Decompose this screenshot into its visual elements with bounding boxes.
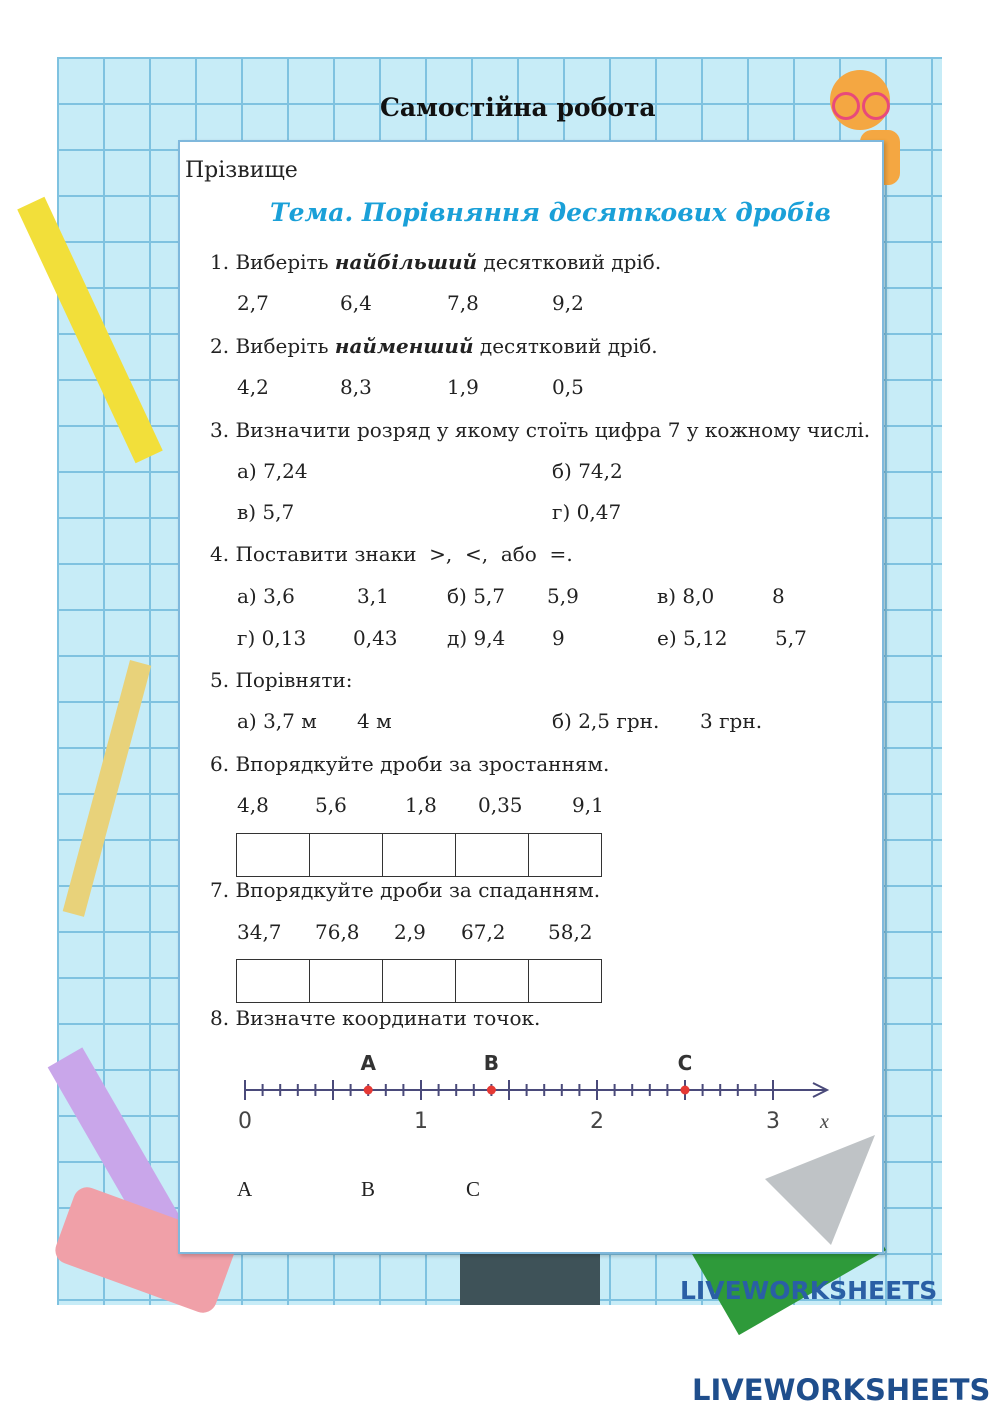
point-label: B <box>483 1051 500 1075</box>
answer-box[interactable] <box>309 959 383 1003</box>
point-a <box>364 1086 373 1095</box>
task-3-item: а) 7,24 <box>237 459 308 483</box>
answer-box[interactable] <box>528 959 602 1003</box>
task-3-item: в) 5,7 <box>237 500 295 524</box>
topic-heading: Тема. Порівняння десяткових дробів <box>270 198 831 227</box>
task-7-value: 76,8 <box>315 920 360 944</box>
tick-label: 3 <box>766 1109 780 1134</box>
task-5-right: 4 м <box>357 709 392 733</box>
task-6-value: 1,8 <box>405 793 437 817</box>
page-title: Самостійна робота <box>380 93 656 122</box>
task-2-value[interactable]: 4,2 <box>237 375 269 399</box>
task-3-item: г) 0,47 <box>552 500 622 524</box>
answer-box[interactable] <box>309 833 383 877</box>
task-6-answer-boxes <box>237 833 602 877</box>
point-b <box>487 1086 496 1095</box>
task-5-right: 3 грн. <box>700 709 763 733</box>
answer-label-c: C <box>466 1177 481 1201</box>
task-4-right: 3,1 <box>357 584 389 608</box>
task-4-prompt: 4. Поставити знаки >, <, або =. <box>210 542 573 566</box>
point-label: C <box>677 1051 693 1075</box>
task-4-left: б) 5,7 <box>447 584 506 608</box>
task-7-value: 2,9 <box>394 920 426 944</box>
watermark-logo: LIVEWORKSHEETS <box>680 1276 938 1305</box>
task-5-prompt: 5. Порівняти: <box>210 668 353 692</box>
task-4-right: 8 <box>772 584 785 608</box>
task-2-value[interactable]: 1,9 <box>447 375 479 399</box>
footer-logo: LIVEWORKSHEETS <box>692 1373 991 1407</box>
task-3-prompt: 3. Визначити розряд у якому стоїть цифра 7 у кожному числі. <box>210 418 871 442</box>
point-label: A <box>360 1051 376 1075</box>
task-4-right: 5,9 <box>547 584 579 608</box>
task-1-value[interactable]: 2,7 <box>237 291 269 315</box>
point-c <box>681 1086 690 1095</box>
dark-block-decoration <box>460 1250 600 1305</box>
task-6-value: 9,1 <box>572 793 604 817</box>
task-3-item: б) 74,2 <box>552 459 623 483</box>
answer-box[interactable] <box>528 833 602 877</box>
answer-label-a: A <box>237 1177 253 1201</box>
surname-label: Прізвище <box>185 158 298 183</box>
task-7-prompt: 7. Впорядкуйте дроби за спаданням. <box>210 878 601 902</box>
task-4-left: е) 5,12 <box>657 626 728 650</box>
task-1-value[interactable]: 7,8 <box>447 291 479 315</box>
task-8-prompt: 8. Визначте координати точок. <box>210 1006 541 1030</box>
tick-label: 0 <box>238 1109 252 1134</box>
task-6-value: 0,35 <box>478 793 523 817</box>
task-4-left: д) 9,4 <box>447 626 506 650</box>
answer-box[interactable] <box>455 959 529 1003</box>
task-7-value: 58,2 <box>548 920 593 944</box>
task-7-answer-boxes <box>237 959 602 1003</box>
task-4-left: а) 3,6 <box>237 584 295 608</box>
task-6-value: 4,8 <box>237 793 269 817</box>
answer-label-b: B <box>361 1177 376 1201</box>
answer-box[interactable] <box>236 833 310 877</box>
tick-label: 2 <box>590 1109 604 1134</box>
task-4-right: 0,43 <box>353 626 398 650</box>
task-6-prompt: 6. Впорядкуйте дроби за зростанням. <box>210 752 610 776</box>
task-7-value: 67,2 <box>461 920 506 944</box>
task-1-value[interactable]: 6,4 <box>340 291 372 315</box>
answer-box[interactable] <box>455 833 529 877</box>
task-1-prompt: 1. Виберіть найбільший десятковий дріб. <box>210 250 662 274</box>
task-4-right: 5,7 <box>775 626 807 650</box>
task-5-left: а) 3,7 м <box>237 709 317 733</box>
tick-label: 1 <box>414 1109 428 1134</box>
answer-box[interactable] <box>236 959 310 1003</box>
axis-label: x <box>820 1111 829 1133</box>
task-4-left: в) 8,0 <box>657 584 715 608</box>
task-1-value[interactable]: 9,2 <box>552 291 584 315</box>
task-6-value: 5,6 <box>315 793 347 817</box>
task-5-left: б) 2,5 грн. <box>552 709 660 733</box>
task-2-value[interactable]: 0,5 <box>552 375 584 399</box>
task-7-value: 34,7 <box>237 920 282 944</box>
answer-box[interactable] <box>382 833 456 877</box>
task-4-right: 9 <box>552 626 565 650</box>
task-4-left: г) 0,13 <box>237 626 307 650</box>
task-2-value[interactable]: 8,3 <box>340 375 372 399</box>
task-2-prompt: 2. Виберіть найменший десятковий дріб. <box>210 334 658 358</box>
number-line <box>230 1040 850 1140</box>
answer-box[interactable] <box>382 959 456 1003</box>
